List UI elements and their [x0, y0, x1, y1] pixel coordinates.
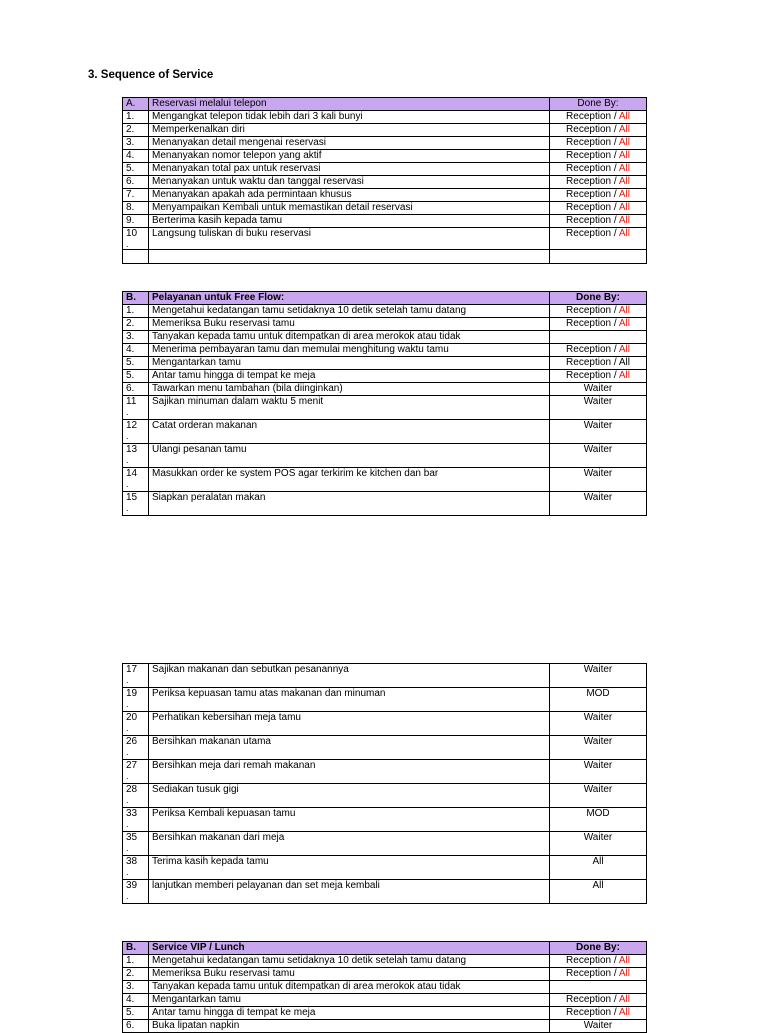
row-no-value: 14 — [126, 468, 138, 479]
row-done-by — [550, 344, 647, 357]
row-task: Memperkenalkan diri — [149, 124, 550, 137]
done-by-role: Reception / — [566, 1007, 619, 1018]
done-by-all: All — [618, 111, 630, 122]
row-done-by — [550, 468, 647, 492]
table-row — [123, 981, 647, 994]
row-no-continuation: . — [126, 795, 129, 805]
row-no — [123, 712, 149, 736]
table-row — [123, 856, 647, 880]
table-row — [123, 712, 647, 736]
row-done-by — [550, 492, 647, 516]
row-task: Sediakan tusuk gigi — [149, 784, 550, 808]
table-row — [123, 137, 647, 150]
row-done-by — [550, 163, 647, 176]
table-row — [123, 396, 647, 420]
row-done-by: Waiter — [550, 736, 647, 760]
header-task: Service VIP / Lunch — [149, 942, 550, 955]
row-no-value: 17 — [126, 664, 138, 675]
done-by-all: All — [618, 124, 630, 135]
row-no-continuation: . — [126, 819, 129, 829]
row-no — [123, 664, 149, 688]
row-no — [123, 468, 149, 492]
table-row — [123, 1020, 647, 1033]
row-done-by — [550, 1007, 647, 1020]
row-task: Sajikan makanan dan sebutkan pesanannya — [149, 664, 550, 688]
row-no: 4. — [123, 150, 149, 163]
table-row — [123, 228, 647, 250]
header-task: Pelayanan untuk Free Flow: — [149, 292, 550, 305]
done-by-all: All — [618, 202, 630, 213]
row-no: 1. — [123, 305, 149, 318]
row-done-by — [550, 202, 647, 215]
done-by-role: Reception / — [566, 124, 619, 135]
row-no — [123, 784, 149, 808]
table-row — [123, 760, 647, 784]
row-no: 4. — [123, 344, 149, 357]
table-row — [123, 357, 647, 370]
row-task: Mengetahui kedatangan tamu setidaknya 10 detik setelah tamu datang — [149, 955, 550, 968]
row-no: 8. — [123, 202, 149, 215]
done-by-role: Reception / — [566, 344, 619, 355]
done-by-role: Reception / — [566, 189, 619, 200]
done-by-all: All — [618, 228, 630, 239]
row-no-continuation: . — [126, 723, 129, 733]
row-no: 2. — [123, 124, 149, 137]
header-no: B. — [123, 942, 149, 955]
row-task: Menanyakan detail mengenai reservasi — [149, 137, 550, 150]
row-no: 6. — [123, 1020, 149, 1033]
row-no: 3. — [123, 981, 149, 994]
row-task: Memeriksa Buku reservasi tamu — [149, 318, 550, 331]
row-done-by — [550, 176, 647, 189]
row-done-by — [550, 396, 647, 420]
row-task: Ulangi pesanan tamu — [149, 444, 550, 468]
table-header — [123, 98, 647, 111]
row-no-continuation: . — [126, 891, 129, 901]
empty-cell — [550, 250, 647, 264]
row-no — [123, 228, 149, 250]
done-by-role: Reception / — [566, 176, 619, 187]
done-by-all: All — [618, 994, 630, 1005]
table-free-flow — [122, 291, 647, 516]
done-by-role: Reception / — [566, 305, 619, 316]
row-task: Langsung tuliskan di buku reservasi — [149, 228, 550, 250]
done-by-role: Reception / — [566, 318, 619, 329]
empty-row — [123, 250, 647, 264]
table-header — [123, 942, 647, 955]
table-row — [123, 124, 647, 137]
row-no: 5. — [123, 163, 149, 176]
row-no-continuation: . — [126, 747, 129, 757]
row-task: Bersihkan makanan dari meja — [149, 832, 550, 856]
table-row — [123, 318, 647, 331]
row-no-value: 27 — [126, 760, 138, 771]
done-by-all: All — [618, 150, 630, 161]
table-row — [123, 1007, 647, 1020]
table-row — [123, 832, 647, 856]
table-row — [123, 664, 647, 688]
row-no-value: 11 — [126, 396, 137, 407]
row-task: lanjutkan memberi pelayanan dan set meja kembali — [149, 880, 550, 904]
table-row — [123, 955, 647, 968]
table-row — [123, 344, 647, 357]
table-row — [123, 420, 647, 444]
row-task: Mengangkat telepon tidak lebih dari 3 kali bunyi — [149, 111, 550, 124]
done-by-all: All — [618, 176, 630, 187]
done-by-role: Reception / — [566, 994, 619, 1005]
row-task: Menanyakan untuk waktu dan tanggal reservasi — [149, 176, 550, 189]
row-done-by — [550, 305, 647, 318]
row-done-by: Waiter — [550, 760, 647, 784]
row-done-by — [550, 981, 647, 994]
row-task: Menerima pembayaran tamu dan memulai menghitung waktu tamu — [149, 344, 550, 357]
row-done-by — [550, 137, 647, 150]
table-row — [123, 968, 647, 981]
row-no — [123, 880, 149, 904]
row-done-by: Waiter — [550, 784, 647, 808]
done-by-all: All — [618, 163, 630, 174]
row-no-value: 33 — [126, 808, 138, 819]
row-done-by: Waiter — [550, 832, 647, 856]
done-by-role: Reception / — [566, 202, 619, 213]
table-row — [123, 163, 647, 176]
row-done-by — [550, 370, 647, 383]
done-by-all: All — [618, 215, 630, 226]
row-done-by: MOD — [550, 808, 647, 832]
table-row — [123, 111, 647, 124]
row-task: Perhatikan kebersihan meja tamu — [149, 712, 550, 736]
row-done-by — [550, 994, 647, 1007]
row-task: Mengetahui kedatangan tamu setidaknya 10 detik setelah tamu datang — [149, 305, 550, 318]
row-done-by — [550, 150, 647, 163]
row-no-continuation: . — [126, 771, 129, 781]
row-task: Tanyakan kepada tamu untuk ditempatkan di area merokok atau tidak — [149, 981, 550, 994]
row-done-by — [550, 955, 647, 968]
empty-cell — [149, 250, 550, 264]
row-task: Memeriksa Buku reservasi tamu — [149, 968, 550, 981]
table-row — [123, 370, 647, 383]
done-by-role: Reception / — [566, 150, 619, 161]
done-by-role: Waiter — [583, 383, 613, 394]
row-done-by: MOD — [550, 688, 647, 712]
done-by-role: Reception / — [566, 228, 619, 239]
row-no: 4. — [123, 994, 149, 1007]
row-no — [123, 444, 149, 468]
row-no: 5. — [123, 370, 149, 383]
table-service-vip — [122, 941, 647, 1033]
table-row — [123, 202, 647, 215]
table-row — [123, 331, 647, 344]
row-task: Menanyakan apakah ada permintaan khusus — [149, 189, 550, 202]
row-no — [123, 736, 149, 760]
row-task: Masukkan order ke system POS agar terkirim ke kitchen dan bar — [149, 468, 550, 492]
header-done-by: Done By: — [550, 942, 647, 955]
row-task: Mengantarkan tamu — [149, 357, 550, 370]
header-done-by: Done By: — [550, 98, 647, 111]
done-by-all: All — [618, 305, 630, 316]
row-no-continuation: . — [126, 239, 129, 249]
row-done-by — [550, 1020, 647, 1033]
row-done-by — [550, 318, 647, 331]
done-by-all: All — [618, 344, 630, 355]
row-no-value: 10 — [126, 228, 138, 239]
row-task: Menanyakan nomor telepon yang aktif — [149, 150, 550, 163]
row-no-value: 19 — [126, 688, 138, 699]
done-by-role: Waiter — [583, 396, 613, 407]
row-done-by — [550, 228, 647, 250]
done-by-role: Waiter — [583, 492, 613, 503]
done-by-all: All — [618, 137, 630, 148]
done-by-all: All — [618, 955, 630, 966]
row-no: 3. — [123, 331, 149, 344]
row-task: Berterima kasih kepada tamu — [149, 215, 550, 228]
row-no — [123, 808, 149, 832]
table-row — [123, 468, 647, 492]
row-no-value: 12 — [126, 420, 138, 431]
table-row — [123, 784, 647, 808]
row-done-by — [550, 111, 647, 124]
row-no-continuation: . — [126, 479, 129, 489]
row-task: Tawarkan menu tambahan (bila diinginkan) — [149, 383, 550, 396]
done-by-role: Reception / — [566, 215, 619, 226]
row-no: 2. — [123, 968, 149, 981]
table-row — [123, 150, 647, 163]
done-by-role: Reception / — [566, 137, 619, 148]
row-task: Antar tamu hingga di tempat ke meja — [149, 1007, 550, 1020]
row-no-continuation: . — [126, 407, 129, 417]
row-task: Tanyakan kepada tamu untuk ditempatkan di area merokok atau tidak — [149, 331, 550, 344]
table-row — [123, 736, 647, 760]
empty-cell — [123, 250, 149, 264]
row-no — [123, 492, 149, 516]
row-task: Menyampaikan Kembali untuk memastikan detail reservasi — [149, 202, 550, 215]
row-done-by: All — [550, 880, 647, 904]
row-no: 1. — [123, 111, 149, 124]
done-by-all: All — [618, 1007, 630, 1018]
row-task: Catat orderan makanan — [149, 420, 550, 444]
row-done-by — [550, 215, 647, 228]
row-no: 5. — [123, 1007, 149, 1020]
row-task: Periksa kepuasan tamu atas makanan dan minuman — [149, 688, 550, 712]
done-by-all: All — [618, 968, 630, 979]
row-no-value: 38 — [126, 856, 138, 867]
row-task: Mengantarkan tamu — [149, 994, 550, 1007]
done-by-all: All — [618, 370, 630, 381]
row-no-continuation: . — [126, 431, 129, 441]
row-task: Sajikan minuman dalam waktu 5 menit — [149, 396, 550, 420]
done-by-role: Waiter — [583, 420, 613, 431]
table-row — [123, 808, 647, 832]
table-row — [123, 492, 647, 516]
row-done-by — [550, 444, 647, 468]
row-no-value: 26 — [126, 736, 138, 747]
row-no-continuation: . — [126, 867, 129, 877]
row-task: Periksa Kembali kepuasan tamu — [149, 808, 550, 832]
done-by-role: Waiter — [583, 468, 613, 479]
done-by-all: All — [618, 318, 630, 329]
row-task: Menanyakan total pax untuk reservasi — [149, 163, 550, 176]
row-no: 6. — [123, 176, 149, 189]
table-row — [123, 215, 647, 228]
row-no: 7. — [123, 189, 149, 202]
row-task: Bersihkan makanan utama — [149, 736, 550, 760]
row-no — [123, 396, 149, 420]
table-row — [123, 444, 647, 468]
header-no: B. — [123, 292, 149, 305]
row-done-by — [550, 383, 647, 396]
done-by-role: Reception / — [566, 370, 619, 381]
table-row — [123, 305, 647, 318]
row-no-value: 13 — [126, 444, 138, 455]
row-task: Buka lipatan napkin — [149, 1020, 550, 1033]
row-no-value: 28 — [126, 784, 138, 795]
row-no-value: 35 — [126, 832, 138, 843]
done-by-all: All — [618, 189, 630, 200]
row-no-continuation: . — [126, 699, 129, 709]
table-reservation — [122, 97, 647, 264]
section-heading: 3. Sequence of Service — [88, 69, 214, 81]
table-row — [123, 189, 647, 202]
done-by-role: Waiter — [583, 1020, 613, 1031]
row-task: Antar tamu hingga di tempat ke meja — [149, 370, 550, 383]
done-by-role: Reception / — [566, 111, 619, 122]
table-row — [123, 688, 647, 712]
row-done-by — [550, 420, 647, 444]
row-no: 5. — [123, 357, 149, 370]
row-no — [123, 856, 149, 880]
header-task: Reservasi melalui telepon — [149, 98, 550, 111]
row-done-by — [550, 968, 647, 981]
row-no-value: 15 — [126, 492, 138, 503]
row-no-value: 39 — [126, 880, 138, 891]
row-done-by: All — [550, 856, 647, 880]
row-done-by — [550, 331, 647, 344]
row-no — [123, 688, 149, 712]
row-no: 2. — [123, 318, 149, 331]
row-task: Terima kasih kepada tamu — [149, 856, 550, 880]
row-done-by — [550, 189, 647, 202]
row-no: 6. — [123, 383, 149, 396]
row-task: Bersihkan meja dari remah makanan — [149, 760, 550, 784]
row-no-continuation: . — [126, 843, 129, 853]
row-no: 3. — [123, 137, 149, 150]
header-done-by: Done By: — [550, 292, 647, 305]
done-by-role: Waiter — [583, 444, 613, 455]
table-row — [123, 383, 647, 396]
row-no-continuation: . — [126, 503, 129, 513]
row-no — [123, 420, 149, 444]
row-done-by — [550, 124, 647, 137]
table-service-continued — [122, 663, 647, 904]
row-no-continuation: . — [126, 675, 129, 685]
done-by-role: Reception / — [566, 955, 619, 966]
row-no-value: 20 — [126, 712, 138, 723]
row-task: Siapkan peralatan makan — [149, 492, 550, 516]
table-header — [123, 292, 647, 305]
table-row — [123, 994, 647, 1007]
row-no — [123, 832, 149, 856]
done-by-role: Reception / All — [566, 357, 630, 368]
table-row — [123, 880, 647, 904]
row-no: 9. — [123, 215, 149, 228]
row-done-by: Waiter — [550, 712, 647, 736]
header-no: A. — [123, 98, 149, 111]
done-by-role: Reception / — [566, 163, 619, 174]
row-no-continuation: . — [126, 455, 129, 465]
row-done-by: Waiter — [550, 664, 647, 688]
done-by-role: Reception / — [566, 968, 619, 979]
row-done-by — [550, 357, 647, 370]
row-no — [123, 760, 149, 784]
row-no: 1. — [123, 955, 149, 968]
table-row — [123, 176, 647, 189]
